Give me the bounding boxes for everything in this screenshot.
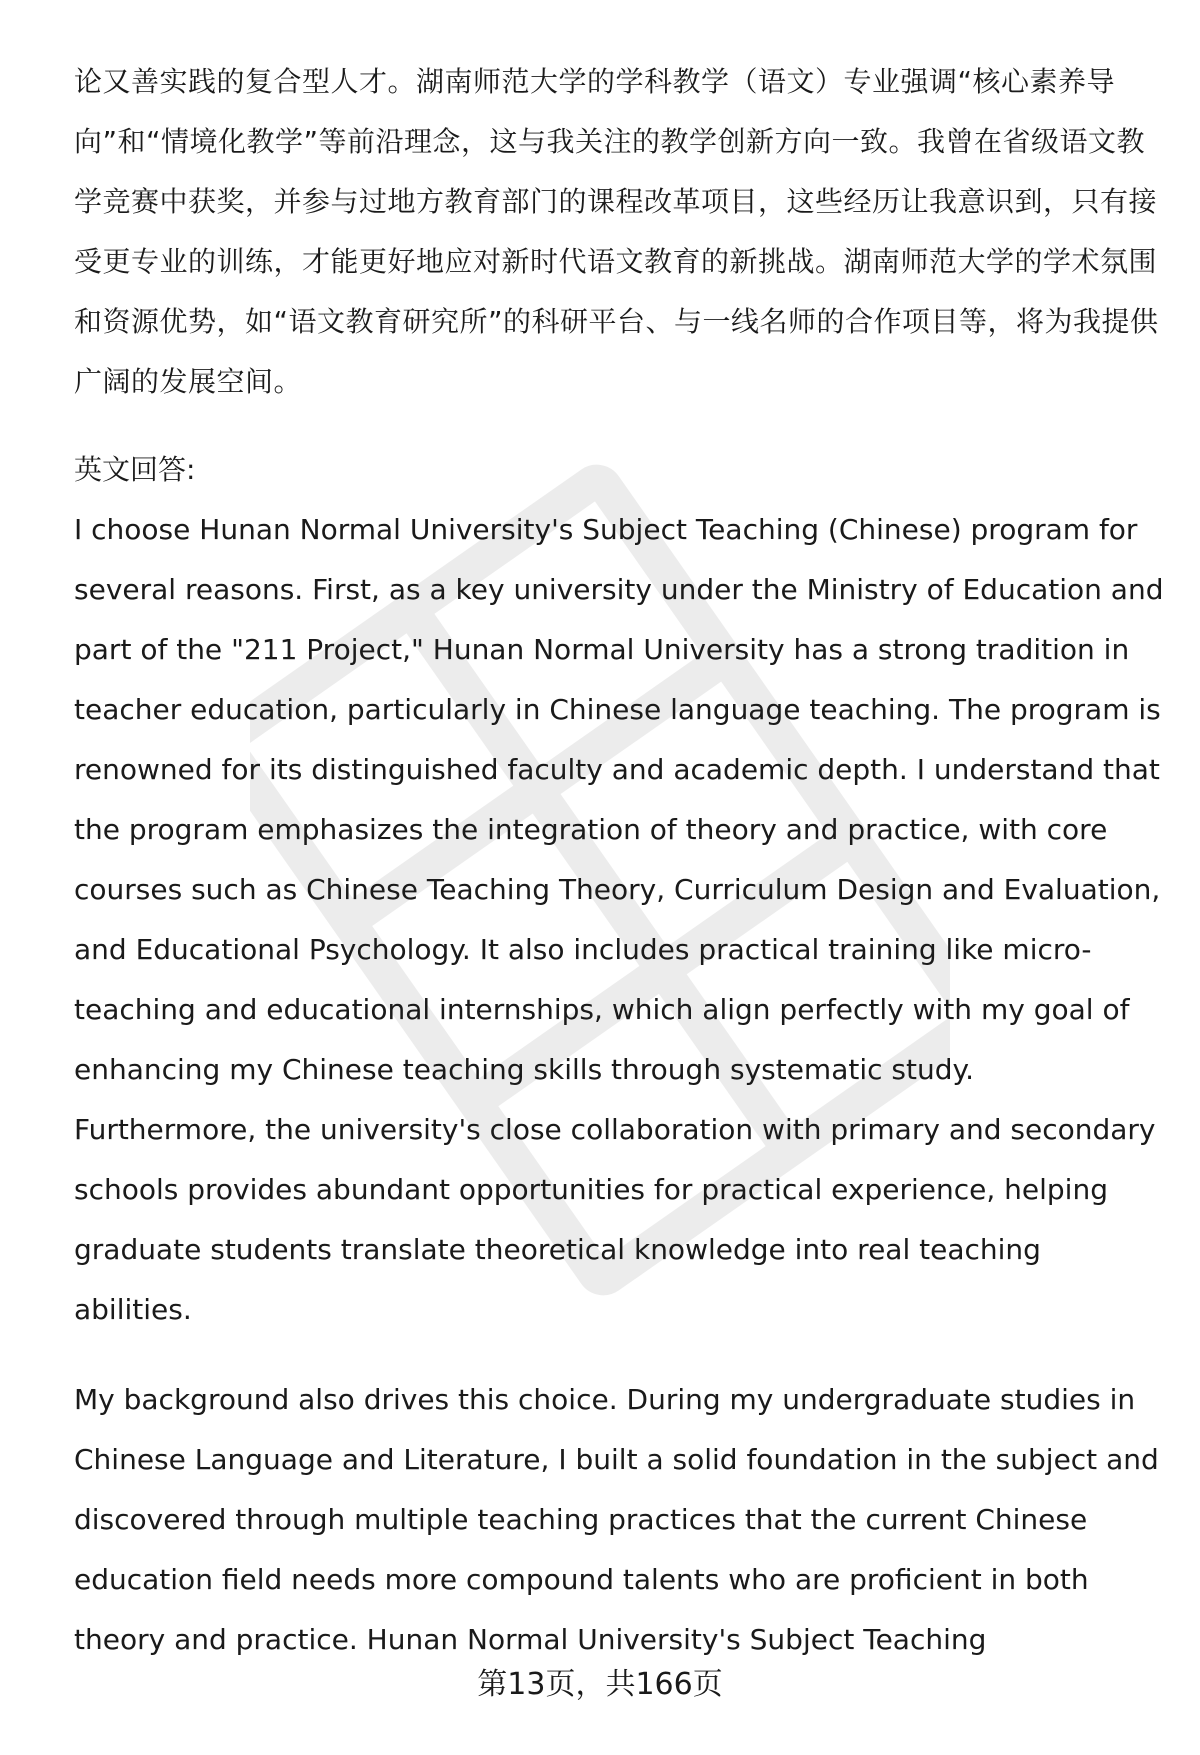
page-number-footer: 第13页，共166页 (477, 1667, 723, 1702)
english-answer-paragraph-1: I choose Hunan Normal University's Subject Teaching (Chinese) program for several reasons. First, as a key university under the Ministry of Education and part of the "211 Project," Hunan Normal University has a strong tradition in teacher education, particularly in Chinese language teaching. The program is renowned for its distinguished faculty and academic depth. I understand that the program emphasizes the integration of theory and practice, with core courses such as Chinese Teaching Theory, Curriculum Design and Evaluation, and Educational Psychology. It also includes practical training like micro-teaching and educational internships, which align perfectly with my goal of enhancing my Chinese teaching skills through systematic study. Furthermore, the university's close collaboration with primary and secondary schools provides abundant opportunities for practical experience, helping graduate students translate theoretical knowledge into real teaching abilities. (74, 513, 1164, 1326)
english-answer-paragraph-2: My background also drives this choice. During my undergraduate studies in Chinese Language and Literature, I built a solid foundation in the subject and discovered through multiple teaching practices that the current Chinese education field needs more compound talents who are proficient in both theory and practice. Hunan Normal University's Subject Teaching (74, 1383, 1159, 1656)
english-answer-label: 英文回答: (74, 453, 196, 486)
document-page (74, 52, 1164, 1670)
chinese-answer-paragraph: 论又善实践的复合型人才。湖南师范大学的学科教学（语文）专业强调“核心素养导向”和“情境化教学”等前沿理念，这与我关注的教学创新方向一致。我曾在省级语文教学竞赛中获奖，并参与过地方教育部门的课程改革项目，这些经历让我意识到，只有接受更专业的训练，才能更好地应对新时代语文教育的新挑战。湖南师范大学的学术氛围和资源优势，如“语文教育研究所”的科研平台、与一线名师的合作项目等，将为我提供广阔的发展空间。 (74, 65, 1159, 398)
